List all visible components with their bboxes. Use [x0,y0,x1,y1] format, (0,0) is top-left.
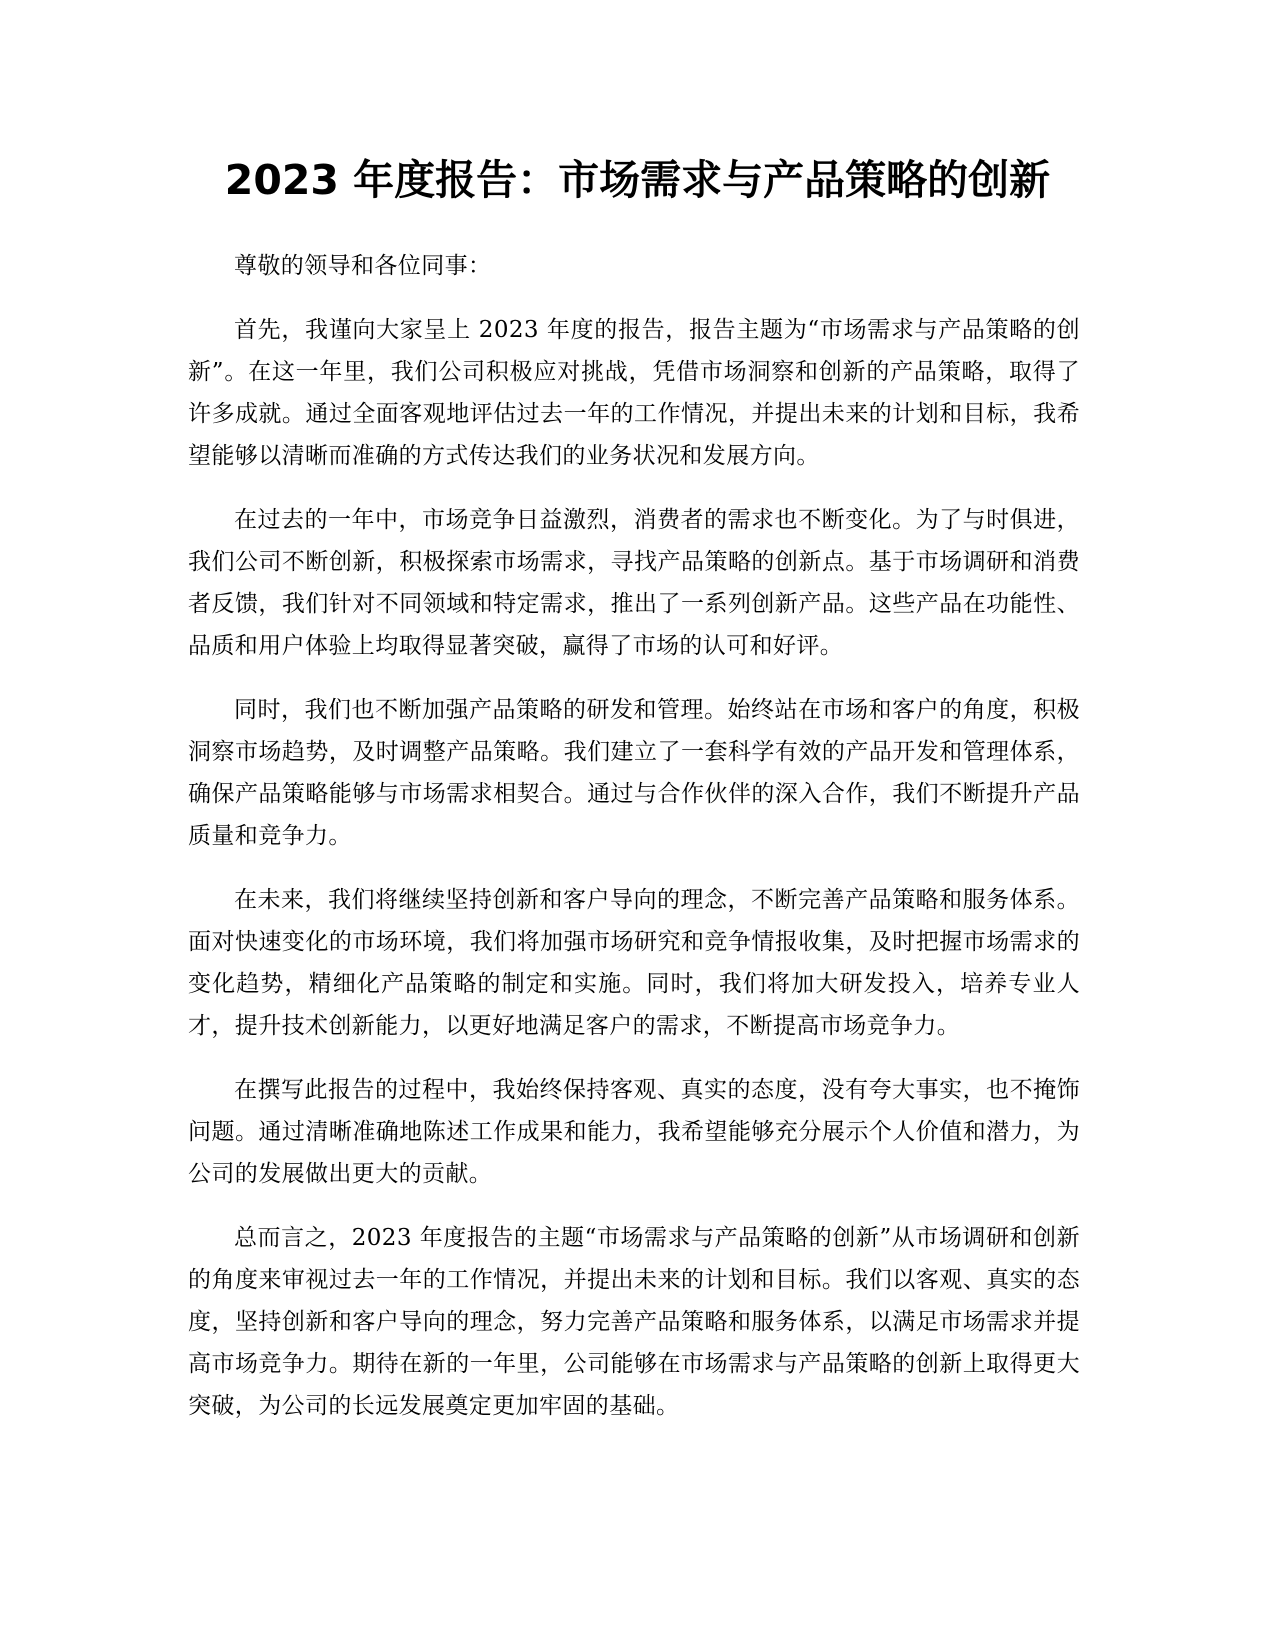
paragraph: 首先，我谨向大家呈上 2023 年度的报告，报告主题为“市场需求与产品策略的创新”。在这一年里，我们公司积极应对挑战，凭借市场洞察和创新的产品策略，取得了许多成就。通过全面客观地评估过去一年的工作情况，并提出未来的计划和目标，我希望能够以清晰而准确的方式传达我们的业务状况和发展方向。 [188,317,1080,469]
paragraph: 同时，我们也不断加强产品策略的研发和管理。始终站在市场和客户的角度，积极洞察市场趋势，及时调整产品策略。我们建立了一套科学有效的产品开发和管理体系，确保产品策略能够与市场需求相契合。通过与合作伙伴的深入合作，我们不断提升产品质量和竞争力。 [188,697,1080,849]
paragraph: 在撰写此报告的过程中，我始终保持客观、真实的态度，没有夸大事实，也不掩饰问题。通过清晰准确地陈述工作成果和能力，我希望能够充分展示个人价值和潜力，为公司的发展做出更大的贡献。 [188,1077,1080,1187]
paragraph-salutation: 尊敬的领导和各位同事： [234,253,492,279]
document-body [188,245,1080,1449]
paragraph-conclusion: 总而言之，2023 年度报告的主题“市场需求与产品策略的创新”从市场调研和创新的角度来审视过去一年的工作情况，并提出未来的计划和目标。我们以客观、真实的态度，坚持创新和客户导向的理念，努力完善产品策略和服务体系，以满足市场需求并提高市场竞争力。期待在新的一年里，公司能够在市场需求与产品策略的创新上取得更大突破，为公司的长远发展奠定更加牢固的基础。 [188,1225,1080,1419]
paragraph: 在过去的一年中，市场竞争日益激烈，消费者的需求也不断变化。为了与时俱进，我们公司不断创新，积极探索市场需求，寻找产品策略的创新点。基于市场调研和消费者反馈，我们针对不同领域和特定需求，推出了一系列创新产品。这些产品在功能性、品质和用户体验上均取得显著突破，赢得了市场的认可和好评。 [188,507,1080,659]
document-title: 2023 年度报告：市场需求与产品策略的创新 [224,156,1051,204]
paragraph: 在未来，我们将继续坚持创新和客户导向的理念，不断完善产品策略和服务体系。面对快速变化的市场环境，我们将加强市场研究和竞争情报收集，及时把握市场需求的变化趋势，精细化产品策略的制定和实施。同时，我们将加大研发投入，培养专业人才，提升技术创新能力，以更好地满足客户的需求，不断提高市场竞争力。 [188,887,1080,1039]
